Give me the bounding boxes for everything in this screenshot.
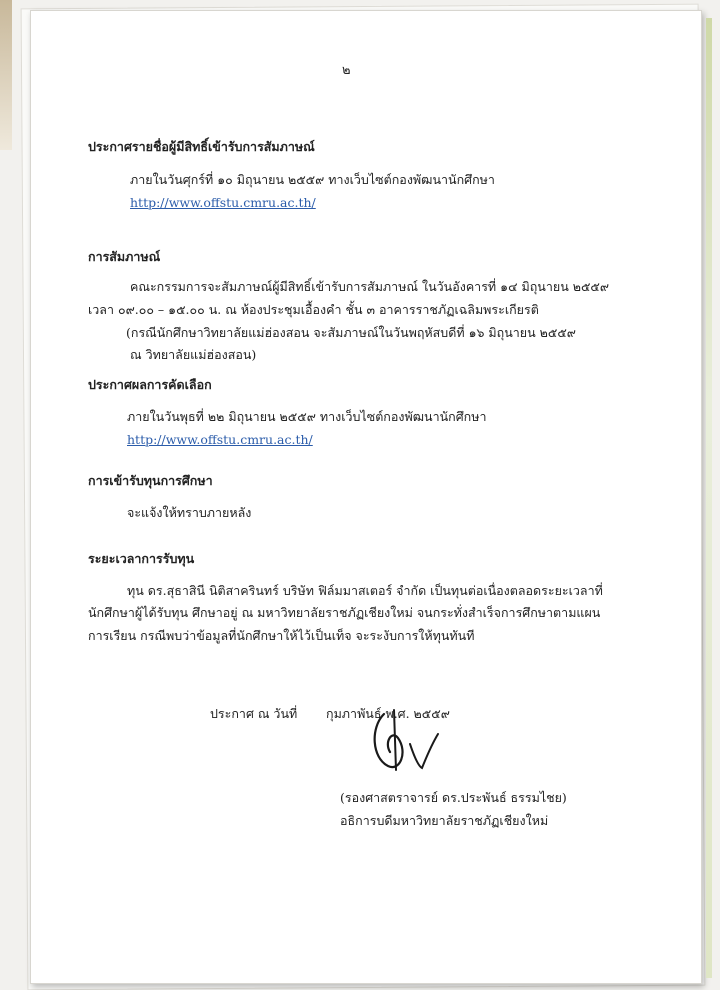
signature-image	[366, 708, 446, 778]
interview-text-2: เวลา ๐๙.๐๐ – ๑๕.๐๐ น. ณ ห้องประชุมเอื้องคำ ชั้น ๓ อาคารราชภัฏเฉลิมพระเกียรติ	[88, 302, 539, 317]
heading-announce-result: ประกาศผลการคัดเลือก	[88, 377, 212, 392]
duration-text-1: ทุน ดร.สุธาสินี นิติสาครินทร์ บริษัท ฟิล์มมาสเตอร์ จำกัด เป็นทุนต่อเนื่องตลอดระยะเวลาที่	[127, 583, 603, 598]
announce-result-link[interactable]: http://www.offstu.cmru.ac.th/	[127, 432, 313, 447]
duration-text-3: การเรียน กรณีพบว่าข้อมูลที่นักศึกษาให้ไว้เป็นเท็จ จะระงับการให้ทุนทันที	[88, 628, 475, 643]
announce-eligible-link[interactable]: http://www.offstu.cmru.ac.th/	[130, 195, 316, 210]
announce-result-text: ภายในวันพุธที่ ๒๒ มิถุนายน ๒๕๕๙ ทางเว็บไซต์กองพัฒนานักศึกษา	[127, 409, 487, 424]
heading-duration: ระยะเวลาการรับทุน	[88, 551, 195, 566]
receive-text: จะแจ้งให้ทราบภายหลัง	[127, 505, 252, 520]
signer-title: อธิการบดีมหาวิทยาลัยราชภัฏเชียงใหม่	[340, 813, 549, 828]
duration-text-2: นักศึกษาผู้ได้รับทุน ศึกษาอยู่ ณ มหาวิทยาลัยราชภัฏเชียงใหม่ จนกระทั่งสำเร็จการศึกษาตามแผน	[88, 605, 601, 620]
heading-interview: การสัมภาษณ์	[88, 249, 161, 264]
scan-edge-left	[0, 0, 12, 150]
heading-announce-eligible: ประกาศรายชื่อผู้มีสิทธิ์เข้ารับการสัมภาษณ์	[88, 139, 315, 154]
interview-text-4: ณ วิทยาลัยแม่ฮ่องสอน)	[130, 347, 257, 362]
scan-edge-right	[706, 18, 712, 978]
announce-date: กุมภาพันธ์ พ.ศ. ๒๕๕๙	[326, 706, 450, 721]
announce-date-prefix: ประกาศ ณ วันที่	[210, 706, 298, 721]
interview-text-3: (กรณีนักศึกษาวิทยาลัยแม่ฮ่องสอน จะสัมภาษณ์ในวันพฤหัสบดีที่ ๑๖ มิถุนายน ๒๕๕๙	[126, 325, 576, 340]
signer-name: (รองศาสตราจารย์ ดร.ประพันธ์ ธรรมไชย)	[340, 790, 567, 805]
interview-text-1: คณะกรรมการจะสัมภาษณ์ผู้มีสิทธิ์เข้ารับการสัมภาษณ์ ในวันอังคารที่ ๑๔ มิถุนายน ๒๕๕๙	[130, 279, 610, 294]
heading-receive: การเข้ารับทุนการศึกษา	[88, 473, 213, 488]
announce-eligible-text: ภายในวันศุกร์ที่ ๑๐ มิถุนายน ๒๕๕๙ ทางเว็บไซต์กองพัฒนานักศึกษา	[130, 172, 495, 187]
document-content	[30, 10, 700, 982]
page-number: ๒	[342, 63, 351, 78]
